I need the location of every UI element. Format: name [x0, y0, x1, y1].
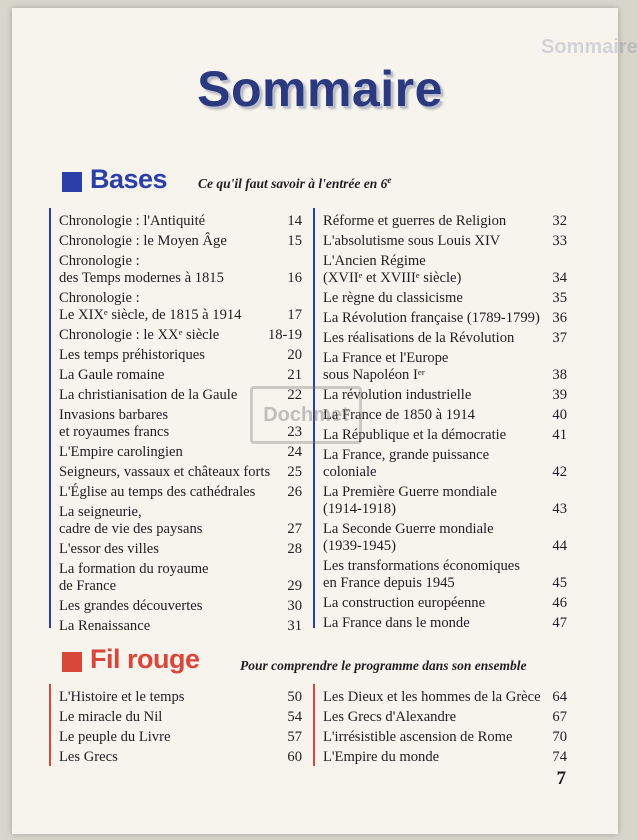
page-number: 7	[556, 768, 566, 789]
toc-entry-line: Le XIXᵉ siècle, de 1815 à 1914	[59, 307, 242, 323]
toc-entry-page: 17	[287, 307, 302, 323]
toc-entry[interactable]	[323, 447, 565, 481]
toc-entry-page: 39	[552, 387, 567, 403]
filrouge-square-icon	[62, 652, 82, 672]
toc-entry[interactable]	[323, 729, 565, 746]
toc-entry-page: 33	[552, 233, 567, 249]
toc-entry-line: Chronologie : le Moyen Âge	[59, 233, 227, 249]
toc-entry-line: L'absolutisme sous Louis XIV	[323, 233, 501, 249]
toc-entry-title	[323, 521, 565, 555]
toc-entry-line: Les transformations économiques	[323, 558, 520, 574]
filrouge-label: Fil rouge	[90, 644, 200, 674]
filrouge-right-column	[313, 684, 565, 766]
toc-entry-title	[323, 595, 565, 612]
toc-entry-line: Les grandes découvertes	[59, 598, 203, 614]
toc-entry[interactable]	[59, 290, 304, 324]
watermark-stamp: Dochmet	[250, 386, 362, 444]
toc-entry-title	[323, 310, 565, 327]
toc-entry-title	[59, 598, 304, 615]
toc-entry[interactable]	[323, 558, 565, 592]
toc-entry-page: 36	[552, 310, 567, 326]
toc-entry-title	[323, 689, 565, 706]
toc-entry-page: 43	[552, 501, 567, 517]
toc-entry-page: 45	[552, 575, 567, 591]
bases-left-rule	[49, 208, 51, 628]
toc-entry[interactable]	[59, 464, 304, 481]
toc-entry-title	[323, 330, 565, 347]
book-page	[12, 8, 638, 834]
filrouge-subtitle: Pour comprendre le programme dans son ensemble	[240, 658, 527, 673]
toc-entry-page: 16	[287, 270, 302, 286]
toc-entry-title	[59, 347, 304, 364]
toc-entry-line: coloniale	[323, 464, 377, 480]
toc-entry-line: La seigneurie,	[59, 504, 142, 520]
toc-entry-page: 15	[287, 233, 302, 249]
toc-entry-title	[59, 561, 304, 595]
toc-entry[interactable]	[59, 213, 304, 230]
toc-entry-line: et royaumes francs	[59, 424, 170, 440]
toc-entry-title	[323, 350, 565, 384]
toc-entry-page: 67	[552, 709, 567, 725]
toc-entry-page: 29	[287, 578, 302, 594]
toc-entry-line: de France	[59, 578, 117, 594]
toc-entry-page: 31	[287, 618, 302, 634]
toc-entry-title	[59, 233, 304, 250]
toc-entry[interactable]	[59, 618, 304, 635]
toc-entry[interactable]	[323, 595, 565, 612]
toc-entry[interactable]	[59, 729, 304, 746]
toc-entry-line: La Première Guerre mondiale	[323, 484, 497, 500]
toc-entry[interactable]	[59, 253, 304, 287]
toc-entry-line: La christianisation de la Gaule	[59, 387, 238, 403]
toc-entry-page: 54	[287, 709, 302, 725]
toc-entry[interactable]	[59, 484, 304, 501]
toc-entry-page: 50	[287, 689, 302, 705]
toc-entry-line: La Renaissance	[59, 618, 151, 634]
filrouge-left-rule	[49, 684, 51, 766]
bases-header	[62, 166, 582, 196]
toc-entry-title	[323, 615, 565, 632]
toc-entry-line: Le règne du classicisme	[323, 290, 463, 306]
toc-entry-page: 35	[552, 290, 567, 306]
toc-entry-line: L'Ancien Régime	[323, 253, 426, 269]
page-title: Sommaire	[197, 61, 443, 117]
toc-entry-title	[323, 253, 565, 287]
toc-entry-line: Les Dieux et les hommes de la Grèce	[323, 689, 541, 705]
toc-entry-page: 25	[287, 464, 302, 480]
toc-entry-page: 32	[552, 213, 567, 229]
toc-entry-page: 37	[552, 330, 567, 346]
toc-entry-line: (1939-1945)	[323, 538, 396, 554]
toc-entry[interactable]	[323, 233, 565, 250]
toc-entry-line: L'Empire du monde	[323, 749, 440, 765]
toc-entry-title	[323, 749, 565, 766]
toc-entry-title	[59, 618, 304, 635]
toc-entry-line: Le miracle du Nil	[59, 709, 163, 725]
toc-entry-title	[323, 709, 565, 726]
bleed-through-text: Sommaire	[541, 36, 638, 58]
filrouge-left-column	[49, 684, 304, 766]
toc-entry-title	[323, 233, 565, 250]
toc-entry-line: La France dans le monde	[323, 615, 470, 631]
toc-entry[interactable]	[323, 749, 565, 766]
toc-entry-title	[323, 213, 565, 230]
toc-entry-page: 24	[287, 444, 302, 460]
toc-entry-page: 38	[552, 367, 567, 383]
toc-entry-title	[59, 213, 304, 230]
toc-entry-title	[59, 689, 304, 706]
toc-entry-line: Chronologie : l'Antiquité	[59, 213, 206, 229]
toc-entry-line: Chronologie :	[59, 290, 140, 306]
toc-entry-line: La Gaule romaine	[59, 367, 165, 383]
toc-entry-page: 26	[287, 484, 302, 500]
toc-entry-page: 41	[552, 427, 567, 443]
toc-entry[interactable]	[323, 213, 565, 230]
toc-entry[interactable]	[323, 330, 565, 347]
toc-entry-line: L'irrésistible ascension de Rome	[323, 729, 513, 745]
toc-entry[interactable]	[59, 561, 304, 595]
toc-entry[interactable]	[323, 350, 565, 384]
toc-entry[interactable]	[59, 367, 304, 384]
toc-entry-title	[323, 558, 565, 592]
toc-entry-page: 23	[287, 424, 302, 440]
toc-entry-line: des Temps modernes à 1815	[59, 270, 224, 286]
toc-entry-title	[59, 367, 304, 384]
toc-entry-line: Chronologie :	[59, 253, 140, 269]
toc-entry[interactable]	[59, 749, 304, 766]
bases-square-icon	[62, 172, 82, 192]
toc-entry-line: cadre de vie des paysans	[59, 521, 203, 537]
toc-entry-title	[59, 444, 304, 461]
toc-entry-line: Invasions barbares	[59, 407, 169, 423]
filrouge-right-rule	[313, 684, 315, 766]
toc-entry-page: 57	[287, 729, 302, 745]
toc-entry-title	[323, 729, 565, 746]
toc-entry-title	[59, 464, 304, 481]
toc-entry-title	[323, 447, 565, 481]
toc-entry-title	[59, 290, 304, 324]
toc-entry-page: 40	[552, 407, 567, 423]
toc-entry-line: Les temps préhistoriques	[59, 347, 205, 363]
toc-entry-line: La construction européenne	[323, 595, 486, 611]
toc-entry[interactable]	[323, 253, 565, 287]
toc-entry[interactable]	[323, 521, 565, 555]
toc-entry-page: 34	[552, 270, 567, 286]
toc-entry-page: 47	[552, 615, 567, 631]
toc-entry-title	[59, 729, 304, 746]
toc-entry-line: Les réalisations de la Révolution	[323, 330, 515, 346]
toc-entry-line: La Seconde Guerre mondiale	[323, 521, 494, 537]
toc-entry[interactable]	[323, 290, 565, 307]
toc-entry-line: Les Grecs	[59, 749, 118, 765]
toc-entry-line: La République et la démocratie	[323, 427, 507, 443]
toc-entry-page: 70	[552, 729, 567, 745]
toc-entry-title	[59, 253, 304, 287]
toc-entry[interactable]	[323, 709, 565, 726]
toc-entry-page: 22	[287, 387, 302, 403]
toc-entry[interactable]	[323, 689, 565, 706]
toc-entry-page: 64	[552, 689, 567, 705]
toc-entry[interactable]	[59, 709, 304, 726]
toc-entry-page: 21	[287, 367, 302, 383]
toc-entry-line: L'Église au temps des cathédrales	[59, 484, 256, 500]
toc-entry-line: L'essor des villes	[59, 541, 159, 557]
toc-entry-title	[59, 541, 304, 558]
toc-entry-line: La France et l'Europe	[323, 350, 449, 366]
toc-entry[interactable]	[59, 347, 304, 364]
toc-entry-page: 44	[552, 538, 567, 554]
toc-entry[interactable]	[323, 484, 565, 518]
toc-entry-line: La France, grande puissance	[323, 447, 490, 463]
toc-entry-line: sous Napoléon Iᵉʳ	[323, 367, 425, 383]
toc-entry-page: 28	[287, 541, 302, 557]
toc-entry-title	[59, 504, 304, 538]
bases-label: Bases	[90, 164, 168, 194]
toc-entry[interactable]	[59, 444, 304, 461]
toc-entry-line: L'Empire carolingien	[59, 444, 183, 460]
toc-entry[interactable]	[59, 504, 304, 538]
toc-entry-title	[59, 749, 304, 766]
toc-entry-page: 74	[552, 749, 567, 765]
toc-entry-line: L'Histoire et le temps	[59, 689, 185, 705]
toc-entry[interactable]	[59, 598, 304, 615]
toc-entry[interactable]	[323, 310, 565, 327]
toc-entry-page: 30	[287, 598, 302, 614]
toc-entry-page: 42	[552, 464, 567, 480]
toc-entry-line: Seigneurs, vassaux et châteaux forts	[59, 464, 271, 480]
toc-entry[interactable]	[59, 233, 304, 250]
toc-entry-title	[59, 484, 304, 501]
toc-entry-page: 14	[287, 213, 302, 229]
toc-entry-line: en France depuis 1945	[323, 575, 455, 591]
toc-entry-title	[323, 290, 565, 307]
toc-entry[interactable]	[59, 541, 304, 558]
toc-entry-line: (XVIIᵉ et XVIIIᵉ siècle)	[323, 270, 462, 286]
toc-entry[interactable]	[323, 615, 565, 632]
toc-entry-line: Chronologie : le XXᵉ siècle	[59, 327, 220, 343]
toc-entry-line: Le peuple du Livre	[59, 729, 171, 745]
toc-entry-page: 27	[287, 521, 302, 537]
toc-entry-line: La Révolution française (1789-1799)	[323, 310, 540, 326]
toc-entry-title	[323, 484, 565, 518]
toc-entry-line: Les Grecs d'Alexandre	[323, 709, 457, 725]
toc-entry-title	[59, 709, 304, 726]
toc-entry-line: Réforme et guerres de Religion	[323, 213, 507, 229]
toc-entry-page: 18-19	[267, 327, 302, 343]
toc-entry[interactable]	[59, 689, 304, 706]
toc-entry-line: (1914-1918)	[323, 501, 396, 517]
toc-entry-line: La révolution industrielle	[323, 387, 472, 403]
bases-subtitle: Ce qu'il faut savoir à l'entrée en 6e	[198, 175, 392, 191]
toc-entry[interactable]	[59, 327, 304, 344]
toc-entry-page: 46	[552, 595, 567, 611]
filrouge-header	[62, 646, 582, 676]
toc-entry-page: 20	[287, 347, 302, 363]
toc-entry-line: La France de 1850 à 1914	[323, 407, 475, 423]
toc-entry-line: La formation du royaume	[59, 561, 209, 577]
toc-entry-page: 60	[287, 749, 302, 765]
